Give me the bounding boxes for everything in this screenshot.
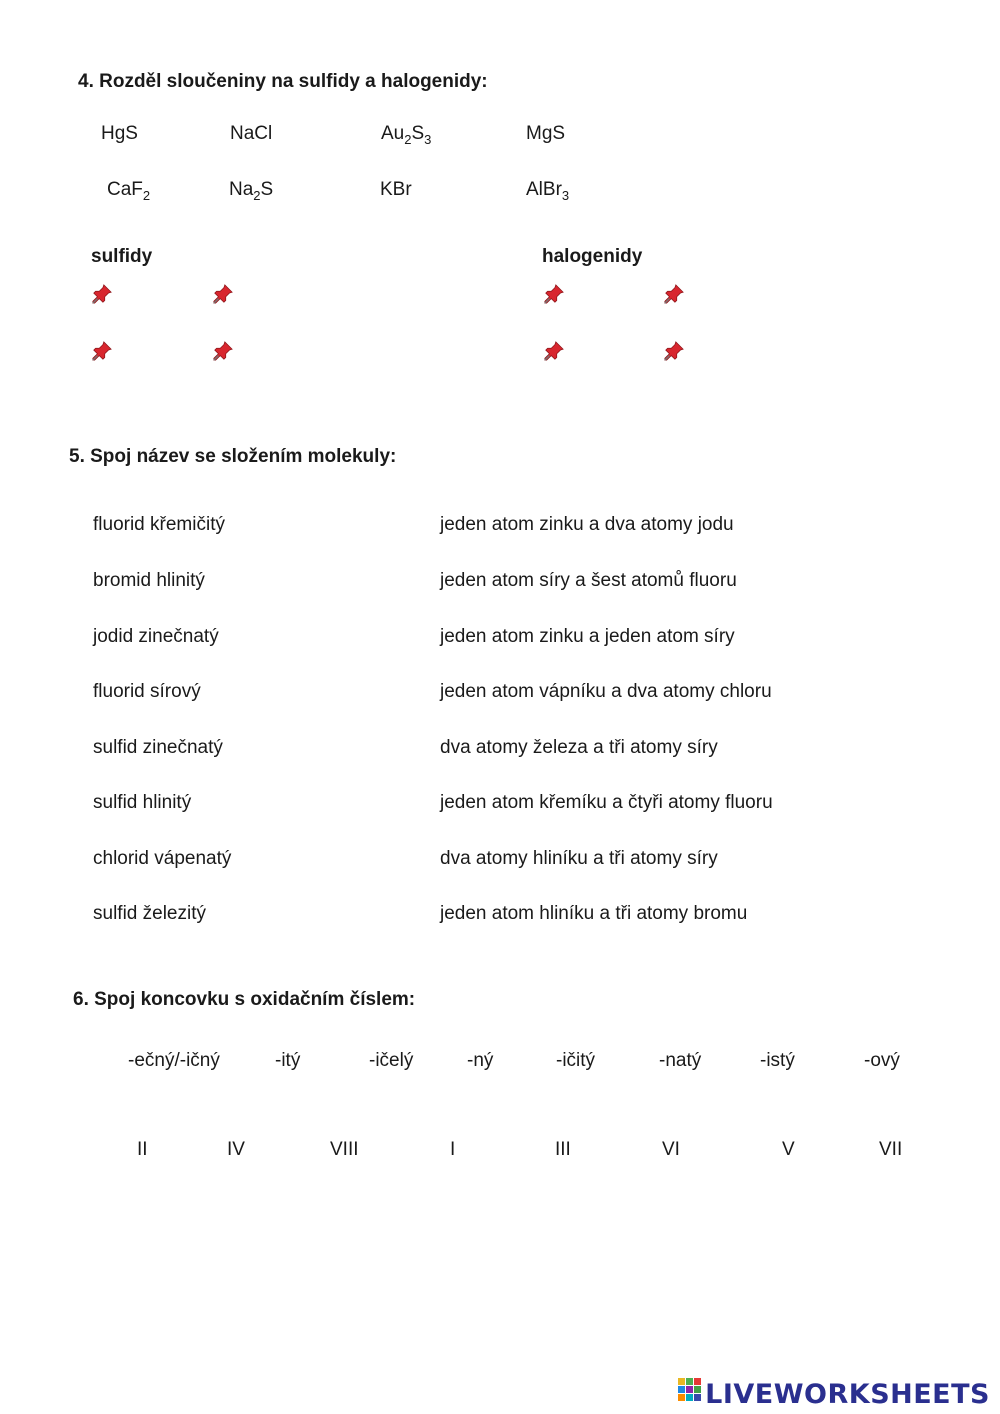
pushpin-icon — [543, 283, 565, 305]
ending-6[interactable]: -natý — [659, 1050, 702, 1071]
formula-subscript: 3 — [561, 188, 570, 203]
ending-1[interactable]: -ečný/-ičný — [128, 1050, 220, 1071]
pushpin-icon — [212, 283, 234, 305]
q5-heading: 5. Spoj název se složením molekuly: — [69, 446, 397, 467]
sulfidy-label: sulfidy — [91, 246, 153, 267]
numeral-5[interactable]: III — [555, 1139, 571, 1160]
halogenidy-label: halogenidy — [542, 246, 643, 267]
match-name-6[interactable]: sulfid hlinitý — [93, 792, 192, 813]
match-name-5[interactable]: sulfid zinečnatý — [93, 737, 223, 758]
ending-8[interactable]: -ový — [864, 1050, 900, 1071]
ending-4[interactable]: -ný — [467, 1050, 494, 1071]
formula-part: Na — [229, 179, 254, 200]
numeral-4[interactable]: I — [450, 1139, 456, 1160]
match-composition-1[interactable]: jeden atom zinku a dva atomy jodu — [440, 514, 734, 535]
match-composition-8[interactable]: jeden atom hliníku a tři atomy bromu — [440, 903, 748, 924]
match-composition-2[interactable]: jeden atom síry a šest atomů fluoru — [440, 570, 737, 591]
pushpin-icon — [91, 340, 113, 362]
halogenidy-drop-target-3[interactable] — [543, 340, 565, 362]
ending-3[interactable]: -ičelý — [369, 1050, 414, 1071]
numeral-8[interactable]: VII — [879, 1139, 903, 1160]
match-name-1[interactable]: fluorid křemičitý — [93, 514, 225, 535]
pushpin-icon — [91, 283, 113, 305]
compound-mgs[interactable]: MgS — [526, 123, 566, 144]
liveworksheets-logo[interactable] — [678, 1378, 990, 1410]
sulfidy-drop-target-3[interactable] — [91, 340, 113, 362]
halogenidy-drop-target-1[interactable] — [543, 283, 565, 305]
ending-2[interactable]: -itý — [275, 1050, 301, 1071]
q4-heading: 4. Rozděl sloučeniny na sulfidy a halogenidy: — [78, 71, 488, 92]
pushpin-icon — [543, 340, 565, 362]
numeral-7[interactable]: V — [782, 1139, 795, 1160]
ending-5[interactable]: -ičitý — [556, 1050, 596, 1071]
pushpin-icon — [663, 283, 685, 305]
sulfidy-drop-target-2[interactable] — [212, 283, 234, 305]
pushpin-icon — [663, 340, 685, 362]
formula-part: CaF — [107, 179, 143, 200]
logo-text: LIVEWORKSHEETS — [705, 1378, 990, 1410]
halogenidy-drop-target-4[interactable] — [663, 340, 685, 362]
match-name-8[interactable]: sulfid železitý — [93, 903, 206, 924]
formula-part: S — [411, 123, 425, 144]
numeral-6[interactable]: VI — [662, 1139, 680, 1160]
match-composition-4[interactable]: jeden atom vápníku a dva atomy chloru — [440, 681, 772, 702]
numeral-3[interactable]: VIII — [330, 1139, 359, 1160]
formula-part: Au — [381, 123, 405, 144]
match-composition-5[interactable]: dva atomy železa a tři atomy síry — [440, 737, 718, 758]
ending-7[interactable]: -istý — [760, 1050, 795, 1071]
sulfidy-drop-target-1[interactable] — [91, 283, 113, 305]
compound-caf2[interactable] — [107, 179, 150, 201]
numeral-2[interactable]: IV — [227, 1139, 245, 1160]
formula-subscript: 2 — [142, 188, 151, 203]
compound-nacl[interactable]: NaCl — [230, 123, 273, 144]
match-composition-6[interactable]: jeden atom křemíku a čtyři atomy fluoru — [440, 792, 773, 813]
sulfidy-drop-target-4[interactable] — [212, 340, 234, 362]
match-name-3[interactable]: jodid zinečnatý — [93, 626, 219, 647]
formula-subscript: 2 — [253, 188, 261, 203]
match-name-7[interactable]: chlorid vápenatý — [93, 848, 232, 869]
match-name-4[interactable]: fluorid sírový — [93, 681, 201, 702]
match-composition-7[interactable]: dva atomy hliníku a tři atomy síry — [440, 848, 718, 869]
formula-subscript: 2 — [404, 132, 412, 147]
liveworksheets-logo-icon — [678, 1378, 702, 1411]
compound-hgs[interactable]: HgS — [101, 123, 138, 144]
formula-subscript: 3 — [424, 132, 432, 147]
numeral-1[interactable]: II — [137, 1139, 148, 1160]
compound-albr3[interactable] — [526, 179, 569, 201]
formula-part: S — [260, 179, 274, 200]
formula-part: AlBr — [526, 179, 562, 200]
compound-au2s3[interactable] — [381, 123, 431, 145]
match-name-2[interactable]: bromid hlinitý — [93, 570, 205, 591]
halogenidy-drop-target-2[interactable] — [663, 283, 685, 305]
compound-kbr[interactable]: KBr — [380, 179, 412, 200]
match-composition-3[interactable]: jeden atom zinku a jeden atom síry — [440, 626, 735, 647]
q6-heading: 6. Spoj koncovku s oxidačním číslem: — [73, 989, 416, 1010]
compound-na2s[interactable] — [229, 179, 273, 201]
pushpin-icon — [212, 340, 234, 362]
